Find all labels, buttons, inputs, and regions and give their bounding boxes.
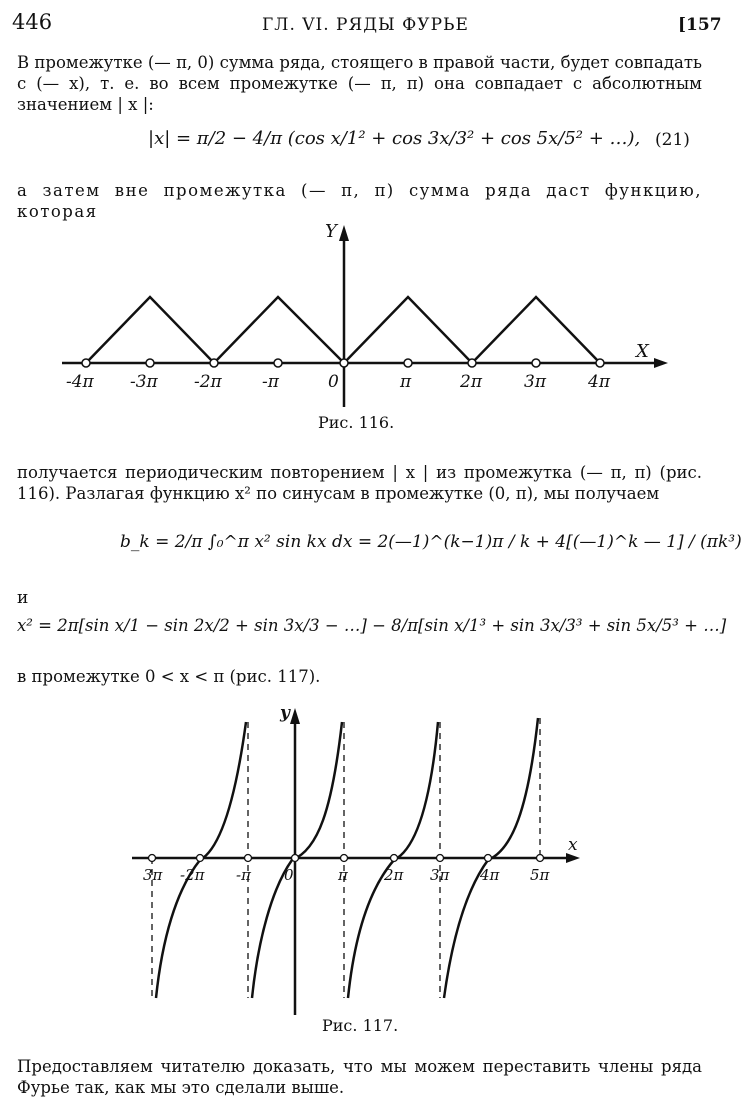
- fig117-dot: [485, 855, 492, 862]
- fig116-y-label: Y: [325, 221, 337, 242]
- formula-bk: b_k = 2/π ∫₀^π x² sin kx dx = 2(—1)^(k−1)π / k + 4[(—1)^k — 1] / (πk³): [120, 532, 742, 552]
- interval-paragraph: в промежутке 0 < x < π (рис. 117).: [17, 667, 321, 686]
- fig117-tick-label: 4π: [480, 866, 500, 884]
- fig116-tick-label: π: [400, 372, 412, 392]
- fig116-y-arrow: [339, 225, 349, 241]
- figure-116: [0, 215, 717, 415]
- fig117-tick-label: 2π: [384, 866, 404, 884]
- fig117-tick-label: 5π: [530, 866, 550, 884]
- fig116-dot: [274, 359, 282, 367]
- fig116-tick-label: -π: [262, 372, 279, 392]
- fig117-tick-label: 3π: [430, 866, 450, 884]
- fig117-x-label: x: [568, 835, 578, 855]
- periodic-paragraph: получается периодическим повторением | x | из промежутка (— π, π) (рис. 116). Разлагая функцию x² по синусам в промежутке (0, π), мы получаем: [17, 463, 702, 503]
- fig117-dot: [537, 855, 544, 862]
- fig116-dot: [82, 359, 90, 367]
- fig116-tick-label: -3π: [130, 372, 158, 392]
- fig116-tick-label: 2π: [460, 372, 482, 392]
- and-word: и: [17, 588, 29, 608]
- chapter-title: ГЛ. VI. РЯДЫ ФУРЬЕ: [262, 15, 469, 35]
- section-mark: [157: [678, 15, 722, 35]
- closing-paragraph: Предоставляем читателю доказать, что мы можем переставить члены ряда Фурье так, как мы это сделали выше.: [17, 1057, 702, 1097]
- fig116-x-arrow: [654, 358, 668, 368]
- fig117-tick-label: -2π: [180, 866, 205, 884]
- fig116-tick-label: 3π: [524, 372, 546, 392]
- fig116-dot: [468, 359, 476, 367]
- fig116-dot: [532, 359, 540, 367]
- fig117-dot: [245, 855, 252, 862]
- fig116-dot: [596, 359, 604, 367]
- fig116-dot: [404, 359, 412, 367]
- fig116-caption: Рис. 116.: [318, 413, 395, 432]
- fig117-y-label: y: [280, 703, 290, 723]
- after-formula-paragraph: а затем вне промежутка (— π, π) сумма ряда даст функцию, которая: [17, 181, 702, 221]
- fig117-dot: [292, 855, 299, 862]
- fig116-dot: [340, 359, 348, 367]
- fig116-dot: [146, 359, 154, 367]
- fig117-tick-label: -π: [236, 866, 251, 884]
- fig116-x-label: X: [636, 341, 649, 362]
- formula-21: |x| = π/2 − 4/π (cos x/1² + cos 3x/3² + cos 5x/5² + …),: [148, 128, 641, 149]
- fig117-y-arrow: [290, 708, 300, 724]
- fig116-tick-label: -4π: [66, 372, 94, 392]
- page-number: 446: [12, 10, 53, 34]
- fig116-dot: [210, 359, 218, 367]
- fig117-tick-labels: [143, 866, 551, 884]
- fig116-tick-label: -2π: [194, 372, 222, 392]
- equation-number-21: (21): [655, 130, 690, 150]
- fig117-dot: [341, 855, 348, 862]
- fig117-tick-label: 0: [284, 866, 294, 884]
- fig117-tick-label: 3π: [143, 866, 163, 884]
- fig116-tick-label: 0: [328, 372, 339, 392]
- fig117-dot: [149, 855, 156, 862]
- fig117-dot: [437, 855, 444, 862]
- fig117-dot: [391, 855, 398, 862]
- intro-paragraph: В промежутке (— π, 0) сумма ряда, стоящего в правой части, будет совпадать с (— x), т. е. во всем промежутке (— π, π) она совпадает с абсолютным значением | x |:: [17, 53, 702, 114]
- fig116-tick-label: 4π: [588, 372, 610, 392]
- fig117-tick-label: π: [338, 866, 348, 884]
- formula-x2: x² = 2π[sin x/1 − sin 2x/2 + sin 3x/3 − …] − 8/π[sin x/1³ + sin 3x/3³ + sin 5x/5³ + …]: [17, 616, 727, 635]
- fig116-tick-labels: [66, 372, 611, 392]
- fig117-caption: Рис. 117.: [322, 1016, 399, 1035]
- figure-117: [0, 700, 717, 1020]
- fig117-dot: [197, 855, 204, 862]
